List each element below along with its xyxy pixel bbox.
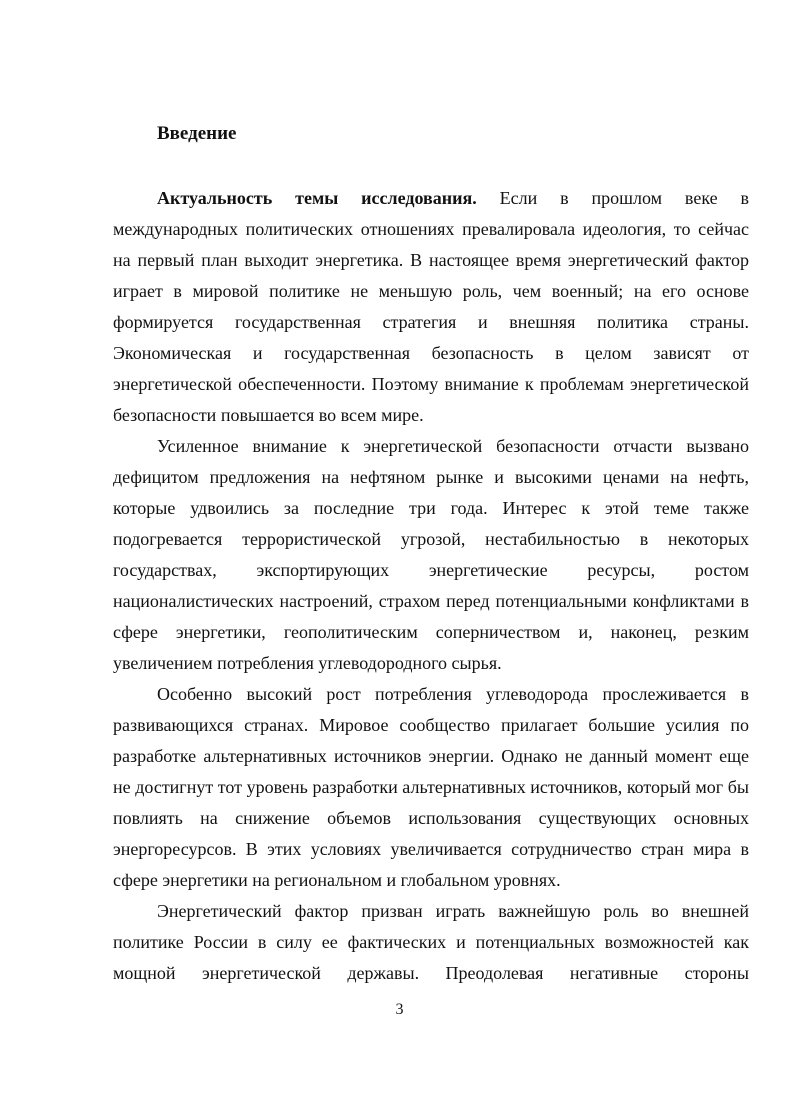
paragraph-energy-attention: Усиленное внимание к энергетической безопасности отчасти вызвано дефицитом предложения на нефтяном рынке и высокими ценами на нефть, которые удвоились за последние три года. Интерес к этой теме также подогревается террористической угрозой, нестабильностью в некоторых государствах, экспортирующих энергетические ресурсы, ростом националистических настроений, страхом перед потенциальными конфликтами в сфере энергетики, геополитическим соперничеством и, наконец, резким увеличением потребления углеводородного сырья. bbox=[113, 436, 749, 673]
page-number: 3 bbox=[395, 1001, 404, 1018]
paragraph-text: Если в прошлом веке в международных политических отношениях превалировала идеология, то сейчас на первый план выходит энергетика. В настоящее время энергетический фактор играет в мировой политике не меньшую роль, чем военный; на его основе формируется государственная стратегия и внешняя политика страны. Экономическая и государственная безопасность в целом зависят от энергетической обеспеченности. Поэтому внимание к проблемам энергетической безопасности повышается во всем мире. bbox=[113, 188, 749, 425]
paragraph-russia-role: Энергетический фактор призван играть важнейшую роль во внешней политике России в силу ее фактических и потенциальных возможностей как мощной энергетической державы. Преодолевая негативные стороны bbox=[113, 901, 749, 983]
document-body bbox=[113, 183, 749, 989]
section-heading: Введение bbox=[157, 123, 237, 144]
paragraph-relevance bbox=[113, 183, 749, 431]
paragraph-lead: Актуальность темы исследования. bbox=[157, 188, 477, 208]
paragraph-consumption-growth: Особенно высокий рост потребления углеводорода прослеживается в развивающихся странах. Мировое сообщество прилагает большие усилия по разработке альтернативных источников энергии. Однако не данный момент еще не достигнут тот уровень разработки альтернативных источников, который мог бы повлиять на снижение объемов использования существующих основных энергоресурсов. В этих условиях увеличивается сотрудничество стран мира в сфере энергетики на региональном и глобальном уровнях. bbox=[113, 684, 749, 890]
